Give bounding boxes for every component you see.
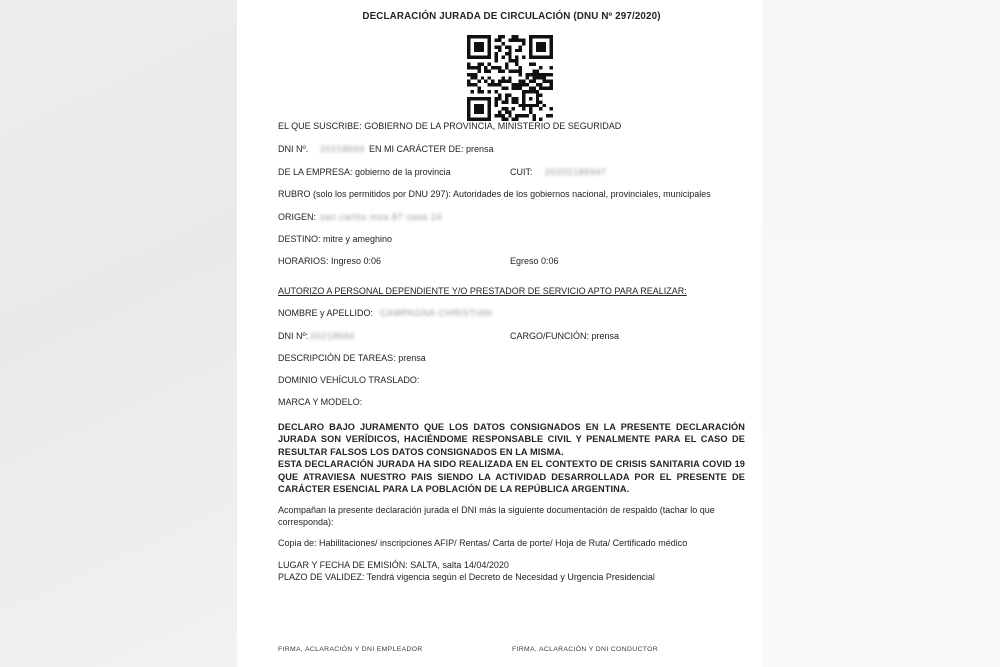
field-rubro — [278, 189, 748, 201]
empresa-label: DE LA EMPRESA: gobierno de la provincia — [278, 167, 451, 177]
dni2-label: DNI Nº: — [278, 331, 309, 341]
cuit-value-redacted: 20202186947 — [545, 167, 607, 177]
autorizo-heading: AUTORIZO A PERSONAL DEPENDIENTE Y/O PRESTADOR DE SERVICIO APTO PARA REALIZAR: — [278, 286, 687, 296]
qr-code-icon — [467, 35, 553, 121]
origen-value-redacted: san carlos mza 87 casa 24 — [320, 212, 443, 222]
document-page — [237, 0, 762, 667]
firma-empleador-label: FIRMA, ACLARACIÓN Y DNI EMPLEADOR — [278, 646, 423, 653]
field-dni2 — [278, 331, 748, 343]
copia-text: Copia de: Habilitaciones/ inscripciones AFIP/ Rentas/ Carta de porte/ Hoja de Ruta/ Certificado médico — [278, 538, 688, 548]
field-destino — [278, 234, 748, 246]
field-dni — [278, 144, 748, 156]
field-horarios — [278, 256, 748, 268]
declaracion-p1: DECLARO BAJO JURAMENTO QUE LOS DATOS CONSIGNADOS EN LA PRESENTE DECLARACIÓN JURADA SON VERÍDICOS, HACIÉNDOME RESPONSABLE CIVIL Y PENALMENTE PARA EL CASO DE RESULTAR FALSOS LOS DATOS CONSIGNADOS EN LA MISMA. — [278, 422, 745, 457]
field-tareas — [278, 353, 748, 365]
declaracion-p2: ESTA DECLARACIÓN JURADA HA SIDO REALIZADA EN EL CONTEXTO DE CRISIS SANITARIA COVID 19 QUE ATRAVIESA NUESTRO PAIS SIENDO LA ACTIVIDAD DESARROLLADA POR EL PRESENTE DE CARÁCTER ESENCIAL PARA LA POBLACIÓN DE LA REPÚBLICA ARGENTINA. — [278, 459, 745, 495]
nombre-value-redacted: CAMPAGNA CHRISTIAN — [380, 308, 493, 318]
lugar-fecha-text: LUGAR Y FECHA DE EMISIÓN: SALTA, salta 14/04/2020 — [278, 560, 509, 570]
field-marca — [278, 397, 748, 409]
horarios-egreso: Egreso 0:06 — [510, 256, 559, 266]
horarios-ingreso: HORARIOS: Ingreso 0:06 — [278, 256, 382, 266]
tareas-text: DESCRIPCIÓN DE TAREAS: prensa — [278, 353, 426, 363]
cargo-text: CARGO/FUNCIÓN: prensa — [510, 331, 620, 341]
field-nombre — [278, 308, 748, 320]
acompanan-paragraph: Acompañan la presente declaración jurada el DNI más la siguiente documentación de respaldo (tachar lo que corresponda): — [278, 505, 715, 528]
dni-label: DNI Nº. — [278, 144, 309, 154]
backdrop-right — [762, 0, 1000, 667]
field-suscribe — [278, 121, 748, 133]
cuit-label: CUIT: — [510, 167, 533, 177]
field-origen — [278, 212, 748, 224]
nombre-label: NOMBRE y APELLIDO: — [278, 308, 374, 318]
caracter-text: EN MI CARÁCTER DE: prensa — [369, 144, 494, 154]
document-title: DECLARACIÓN JURADA DE CIRCULACIÓN (DNU Nº 297/2020) — [362, 11, 661, 22]
plazo-text: PLAZO DE VALIDEZ: Tendrá vigencia según el Decreto de Necesidad y Urgencia Presidencial — [278, 572, 655, 582]
destino-text: DESTINO: mitre y ameghino — [278, 234, 393, 244]
field-dominio — [278, 375, 748, 387]
suscribe-text: EL QUE SUSCRIBE: GOBIERNO DE LA PROVINCIA, MINISTERIO DE SEGURIDAD — [278, 121, 622, 131]
dni2-value-redacted: 20218694 — [310, 331, 355, 341]
origen-label: ORIGEN: — [278, 212, 317, 222]
field-plazo — [278, 572, 748, 584]
firma-conductor-label: FIRMA, ACLARACIÓN Y DNI CONDUCTOR — [512, 646, 658, 653]
declaracion-jurada-paragraph — [278, 421, 745, 495]
field-lugar-fecha — [278, 560, 748, 572]
backdrop-left — [0, 0, 237, 667]
marca-text: MARCA Y MODELO: — [278, 397, 363, 407]
field-empresa — [278, 167, 748, 179]
rubro-text: RUBRO (solo los permitidos por DNU 297): Autoridades de los gobiernos nacional, provinciales, municipales — [278, 189, 711, 199]
section-autorizo — [278, 286, 748, 298]
signature-row — [278, 644, 748, 656]
field-copia — [278, 538, 748, 550]
dominio-text: DOMINIO VEHÍCULO TRASLADO: — [278, 375, 420, 385]
dni-value-redacted: 20218694 — [320, 144, 365, 154]
